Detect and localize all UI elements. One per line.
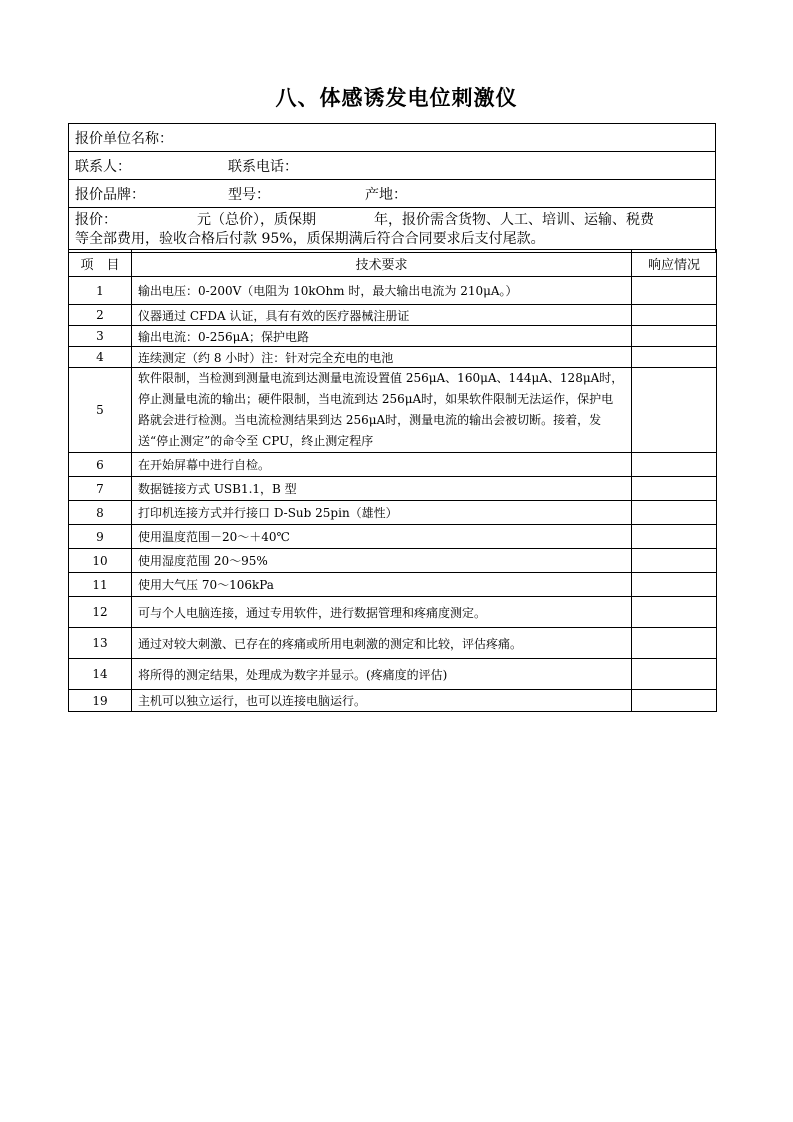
row-requirement: 使用温度范围－20～＋40℃ [132,525,632,549]
col-item-header: 项 目 [69,250,132,277]
price-unit: 元（总价），质保期 [197,212,316,228]
row-number: 8 [69,501,132,525]
table-row [69,277,717,305]
phone-label: 联系电话： [228,158,298,175]
spec-table [68,249,717,712]
row-response-cell[interactable] [632,525,717,549]
row-requirement: 在开始屏幕中进行自检。 [132,453,632,477]
row-number: 14 [69,659,132,690]
row-requirement: 可与个人电脑连接，通过专用软件，进行数据管理和疼痛度测定。 [132,597,632,628]
row-requirement: 打印机连接方式并行接口 D-Sub 25pin（雄性） [132,501,632,525]
row-response-cell[interactable] [632,326,717,347]
table-row [69,305,717,326]
row-requirement: 使用大气压 70～106kPa [132,573,632,597]
row-requirement: 通过对较大刺激、已存在的疼痛或所用电刺激的测定和比较，评估疼痛。 [132,628,632,659]
contact-row [69,152,715,180]
row-number: 13 [69,628,132,659]
row-number: 7 [69,477,132,501]
row-requirement: 软件限制，当检测到测量电流到达测量电流设置值 256μA、160μA、144μA、128μA时，停止测量电流的输出；硬件限制，当电流到达 256μA时，如果软件限制无法运作，保护电路就会进行检测。当电流检测结果到达 256μA时，测量电流的输出会被切断。接着，发送“停止测定”的命令至 CPU，终止测定程序 [132,368,632,453]
row-response-cell[interactable] [632,549,717,573]
row-number: 4 [69,347,132,368]
table-row [69,347,717,368]
table-row [69,501,717,525]
row-response-cell[interactable] [632,501,717,525]
page-title: 八、体感诱发电位刺激仪 [275,86,518,110]
col-tech-header: 技术要求 [132,250,632,277]
row-requirement: 将所得的测定结果，处理成为数字并显示。(疼痛度的评估) [132,659,632,690]
row-number: 12 [69,597,132,628]
row-response-cell[interactable] [632,368,717,453]
row-number: 19 [69,690,132,712]
brand-label: 报价品牌： [75,186,145,203]
table-header-row [69,250,717,277]
table-row [69,477,717,501]
table-row [69,659,717,690]
table-row [69,628,717,659]
table-row [69,326,717,347]
row-number: 2 [69,305,132,326]
row-requirement: 输出电压：0-200V（电阻为 10kOhm 时，最大输出电流为 210μA。） [132,277,632,305]
row-number: 10 [69,549,132,573]
price-note-2: 等全部费用，验收合格后付款 95%，质保期满后符合合同要求后支付尾款。 [75,231,545,247]
quote-unit-label: 报价单位名称： [75,130,173,147]
row-response-cell[interactable] [632,597,717,628]
row-requirement: 数据链接方式 USB1.1，B 型 [132,477,632,501]
quote-unit-row [69,124,715,152]
row-response-cell[interactable] [632,277,717,305]
table-row [69,368,717,453]
row-response-cell[interactable] [632,453,717,477]
model-label: 型号： [228,186,270,203]
row-number: 6 [69,453,132,477]
row-response-cell[interactable] [632,628,717,659]
row-number: 1 [69,277,132,305]
row-response-cell[interactable] [632,659,717,690]
row-number: 9 [69,525,132,549]
brand-row [69,180,715,208]
row-response-cell[interactable] [632,347,717,368]
table-row [69,453,717,477]
row-requirement: 仪器通过 CFDA 认证，具有有效的医疗器械注册证 [132,305,632,326]
row-requirement: 输出电流：0-256μA；保护电路 [132,326,632,347]
origin-label: 产地： [365,186,407,203]
price-note: 年，报价需含货物、人工、培训、运输、税费 [374,212,654,228]
row-number: 11 [69,573,132,597]
table-row [69,573,717,597]
table-row [69,525,717,549]
row-response-cell[interactable] [632,477,717,501]
row-response-cell[interactable] [632,305,717,326]
row-requirement: 主机可以独立运行，也可以连接电脑运行。 [132,690,632,712]
row-requirement: 使用湿度范围 20～95% [132,549,632,573]
row-response-cell[interactable] [632,690,717,712]
price-label: 报价： [75,212,117,228]
col-resp-header: 响应情况 [632,250,717,277]
row-number: 3 [69,326,132,347]
quote-info-box [68,123,716,253]
row-response-cell[interactable] [632,573,717,597]
table-row [69,690,717,712]
row-number: 5 [69,368,132,453]
price-row [69,208,715,252]
table-row [69,597,717,628]
table-row [69,549,717,573]
row-requirement: 连续测定（约 8 小时）注：针对完全充电的电池 [132,347,632,368]
contact-label: 联系人： [75,158,131,175]
